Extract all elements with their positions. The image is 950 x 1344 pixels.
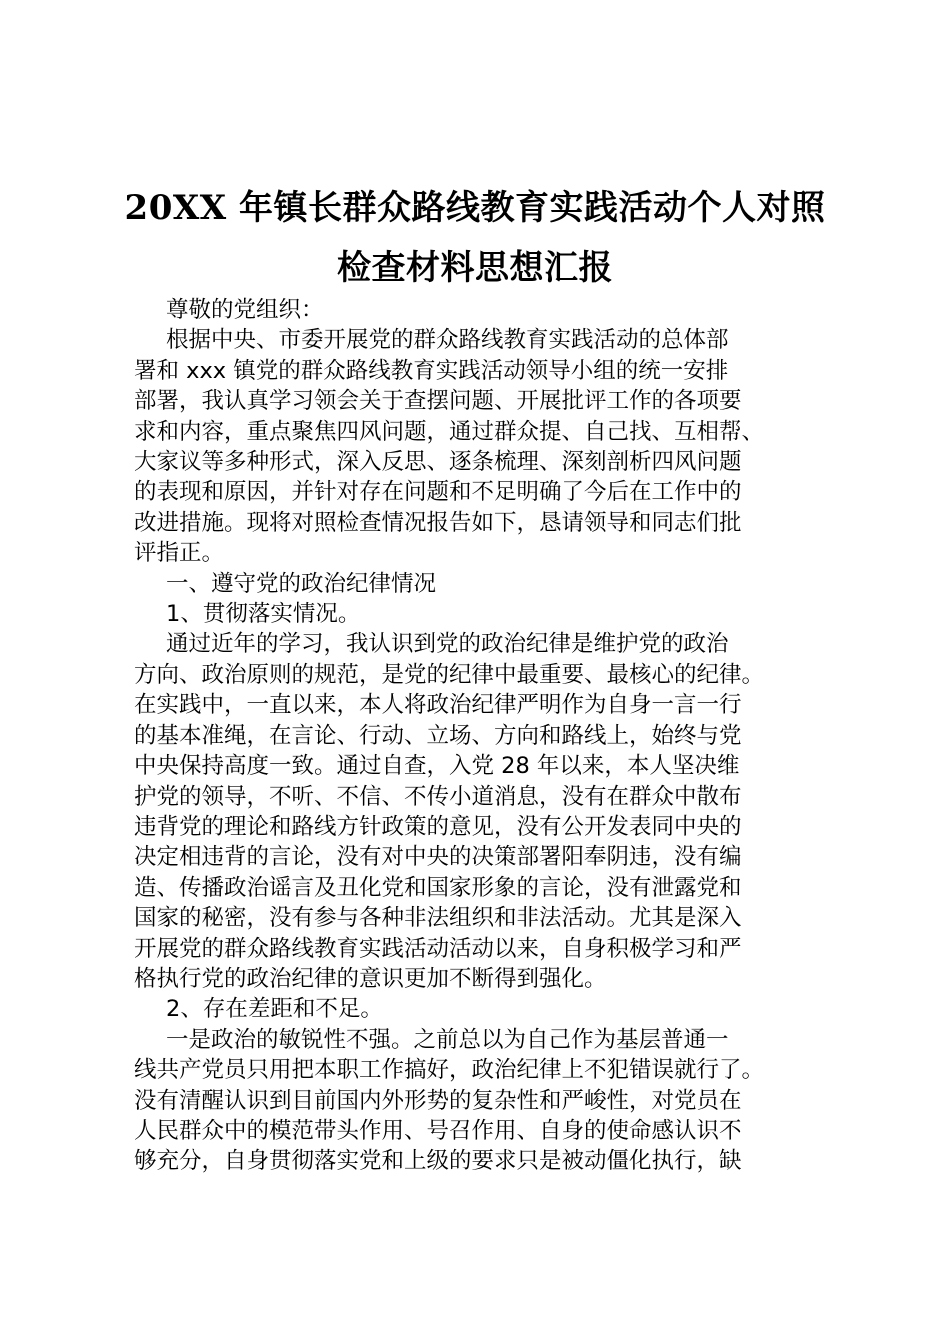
text-line: 方向、政治原则的规范，是党的纪律中最重要、最核心的纪律。 (134, 661, 765, 688)
text-line: 没有清醒认识到目前国内外形势的复杂性和严峻性，对党员在 (134, 1087, 742, 1114)
text-line: 的表现和原因，并针对存在问题和不足明确了今后在工作中的 (134, 479, 742, 506)
text-line: 中央保持高度一致。通过自查，入党 28 年以来，本人坚决维 (134, 753, 740, 780)
text-line: 尊敬的党组织： (166, 297, 324, 323)
text-line: 造、传播政治谣言及丑化党和国家形象的言论，没有泄露党和 (134, 874, 742, 901)
text-line: 在实践中，一直以来，本人将政治纪律严明作为自身一言一行 (134, 692, 742, 719)
text-line: 违背党的理论和路线方针政策的意见，没有公开发表同中央的 (134, 813, 742, 840)
text-line: 一是政治的敏锐性不强。之前总以为自己作为基层普通一 (166, 1026, 729, 1053)
title-year: 20XX (124, 188, 227, 228)
document-title-line-1 (110, 188, 840, 228)
document-title-line-2: 检查材料思想汇报 (337, 248, 613, 288)
text-line: 部署，我认真学习领会关于查摆问题、开展批评工作的各项要 (134, 388, 742, 415)
title-line-1-text: 年镇长群众路线教育实践活动个人对照 (226, 188, 826, 228)
text-line: 开展党的群众路线教育实践活动活动以来，自身积极学习和严 (134, 935, 742, 962)
document-body (134, 295, 844, 1177)
text-line: 护党的领导，不听、不信、不传小道消息，没有在群众中散布 (134, 783, 742, 810)
text-line: 够充分，自身贯彻落实党和上级的要求只是被动僵化执行，缺 (134, 1148, 742, 1175)
text-line: 求和内容，重点聚焦四风问题，通过群众提、自己找、互相帮、 (134, 418, 765, 445)
paragraph (134, 629, 844, 994)
text-line: 大家议等多种形式，深入反思、逐条梳理、深刻剖析四风问题 (134, 449, 742, 476)
paragraph (134, 295, 844, 325)
text-line: 格执行党的政治纪律的意识更加不断得到强化。 (134, 965, 607, 992)
paragraph (134, 325, 844, 568)
text-line: 线共产党员只用把本职工作搞好，政治纪律上不犯错误就行了。 (134, 1057, 765, 1084)
text-line: 1、贯彻落实情况。 (166, 601, 361, 628)
text-line: 改进措施。现将对照检查情况报告如下，恳请领导和同志们批 (134, 509, 742, 536)
text-line: 人民群众中的模范带头作用、号召作用、自身的使命感认识不 (134, 1117, 742, 1144)
text-line: 署和 xxx 镇党的群众路线教育实践活动领导小组的统一安排 (134, 357, 729, 384)
paragraph (134, 569, 844, 599)
paragraph (134, 994, 844, 1024)
text-line: 的基本准绳，在言论、行动、立场、方向和路线上，始终与党 (134, 722, 742, 749)
text-line: 通过近年的学习，我认识到党的政治纪律是维护党的政治 (166, 631, 729, 658)
text-line: 根据中央、市委开展党的群众路线教育实践活动的总体部 (166, 327, 729, 354)
text-line: 2、存在差距和不足。 (166, 996, 383, 1023)
text-line: 一、遵守党的政治纪律情况 (166, 570, 437, 597)
paragraph (134, 599, 844, 629)
text-line: 决定相违背的言论，没有对中央的决策部署阳奉阴违，没有编 (134, 844, 742, 871)
paragraph (134, 1025, 844, 1177)
text-line: 国家的秘密，没有参与各种非法组织和非法活动。尤其是深入 (134, 905, 742, 932)
text-line: 评指正。 (134, 540, 225, 567)
